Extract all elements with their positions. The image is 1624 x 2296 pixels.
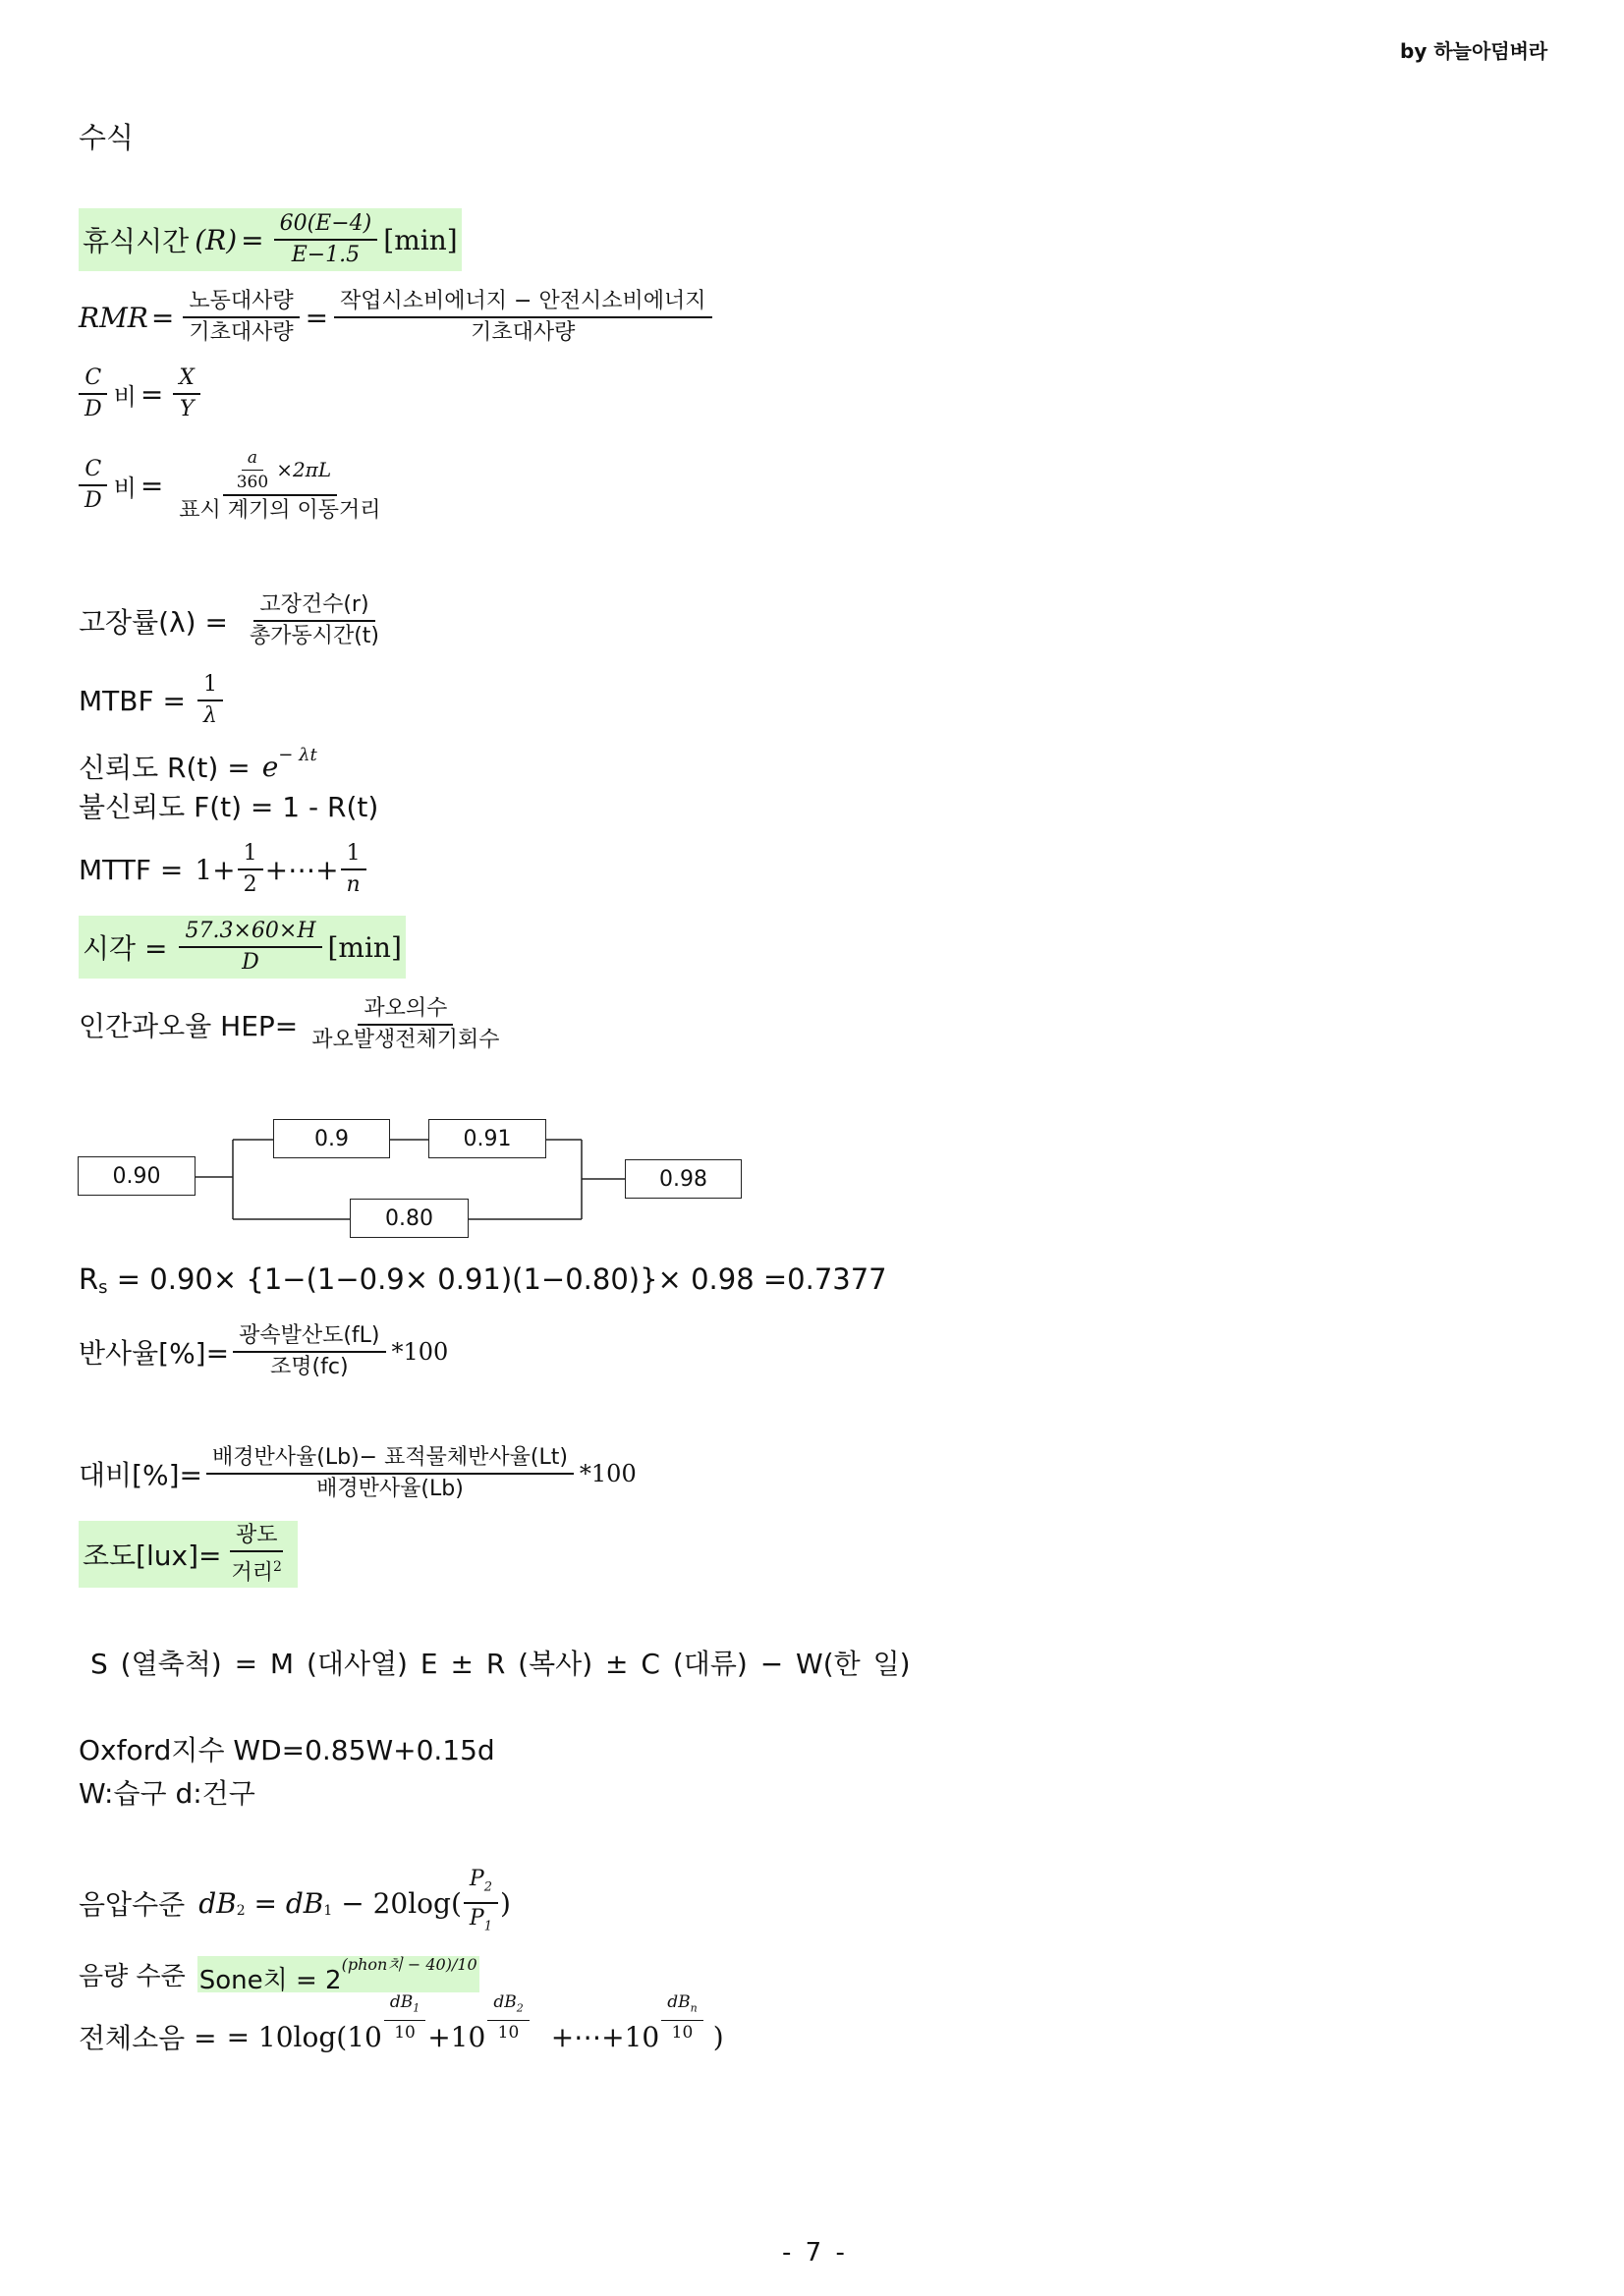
noise-exp-2	[487, 1992, 529, 2043]
loudness-base: Sone치 = 2	[198, 1965, 342, 1995]
reflectance-tail: *100	[391, 1338, 449, 1366]
rest-fraction	[274, 211, 378, 268]
formula-rmr	[79, 283, 718, 352]
rmr-f1-den: 기초대사량	[189, 320, 294, 345]
formula-oxford: Oxford지수 WD=0.85W+0.15d	[79, 1734, 495, 1766]
spl-p-den: P	[469, 1906, 484, 1931]
cd2-inner-rest: ×2πL	[276, 458, 332, 481]
cd2-den: D	[84, 488, 102, 513]
rmr-f2-den: 기초대사량	[471, 320, 576, 345]
mttf-half-fraction	[238, 841, 263, 898]
rest-unit: [min]	[383, 223, 458, 256]
cd2-main-den: 표시 계기의 이동거리	[179, 497, 381, 523]
reflectance-fraction	[233, 1323, 385, 1380]
equals-sign: =	[140, 469, 164, 502]
noise-exp-n-num	[661, 1992, 702, 2021]
formula-illuminance	[79, 1521, 298, 1588]
spl-label: 음압수준	[79, 1888, 186, 1921]
hep-num: 과오의수	[358, 996, 453, 1026]
noise-t2: +⋯+10	[550, 2020, 660, 2053]
cd2-word: 비	[113, 474, 137, 502]
mttf-half-num: 1	[238, 841, 263, 870]
reliability-label: 신뢰도 R(t) =	[79, 752, 251, 784]
formula-spl	[79, 1863, 511, 1943]
mtbf-den: λ	[202, 703, 217, 728]
loudness-exp: (phon치 − 40)/10	[341, 1954, 477, 1974]
noise-e2-sub: 2	[516, 2001, 524, 2015]
noise-en-sub: n	[690, 2001, 698, 2015]
block-lower: 0.80	[350, 1199, 469, 1238]
noise-exp-n	[661, 1992, 702, 2043]
noise-t1: +10	[427, 2020, 486, 2053]
rest-var: (R)	[195, 223, 238, 256]
reflectance-den: 조명(fc)	[270, 1355, 349, 1379]
formula-visual-angle	[79, 916, 406, 979]
cd1-word: 비	[113, 382, 137, 411]
spl-close: )	[499, 1886, 511, 1920]
block-first: 0.90	[78, 1156, 196, 1196]
contrast-fraction	[206, 1445, 574, 1502]
angle-fraction	[179, 919, 321, 976]
formula-rest-time	[79, 208, 462, 271]
contrast-label: 대비[%]=	[79, 1459, 203, 1491]
rest-label: 휴식시간	[83, 225, 190, 257]
angle-label: 시각 =	[83, 932, 168, 965]
section-title: 수식	[79, 121, 135, 154]
illuminance-den-exp: 2	[273, 1558, 282, 1575]
formula-failure-rate	[79, 586, 391, 656]
cd2-main-fraction	[173, 448, 386, 524]
loudness-highlight	[197, 1954, 479, 1995]
spl-tail: − 20log(	[332, 1886, 462, 1920]
noise-exp-n-den: 10	[671, 2023, 694, 2044]
formula-loudness	[79, 1954, 479, 1995]
rmr-fraction-2	[334, 289, 711, 346]
reliability-exp: − λt	[278, 744, 317, 765]
spl-frac-num	[464, 1867, 498, 1904]
mttf-n-den: n	[346, 872, 361, 897]
result-rhs: = 0.90× {1−(1−0.9× 0.91)(1−0.80)}× 0.98 =0.7377	[107, 1262, 887, 1296]
failure-label: 고장률(λ) =	[79, 606, 228, 639]
hep-fraction	[306, 996, 505, 1053]
formula-contrast	[79, 1438, 637, 1509]
formula-cd-ratio-2	[79, 438, 393, 532]
mtbf-label: MTBF =	[79, 684, 186, 717]
noise-exp-1-num	[384, 1992, 425, 2021]
failure-num: 고장건수(r)	[253, 592, 374, 622]
result-sub: s	[98, 1276, 108, 1298]
mttf-label: MTTF =	[79, 853, 184, 886]
block-last: 0.98	[625, 1159, 742, 1199]
reflectance-label: 반사율[%]=	[79, 1337, 230, 1370]
block-upper-left: 0.9	[273, 1119, 390, 1158]
cd2-inner-num: a	[242, 448, 263, 471]
noise-exp-1-den: 10	[394, 2023, 416, 2044]
noise-exp-2-num	[487, 1992, 529, 2021]
failure-fraction	[244, 592, 385, 649]
hep-label: 인간과오율 HEP=	[79, 1010, 299, 1042]
mttf-mid: +⋯+	[264, 853, 339, 886]
cd1-den: D	[84, 397, 102, 421]
cd2-num: C	[79, 457, 107, 486]
formula-cd-ratio-1	[79, 362, 206, 426]
spl-frac-den	[464, 1904, 498, 1939]
header-author: by 하늘아덤벼라	[1400, 39, 1548, 63]
mttf-half-den: 2	[243, 872, 257, 897]
cd2-inner-fraction	[231, 448, 274, 492]
mttf-lead: 1+	[195, 853, 236, 886]
spl-p-den-sub: 1	[483, 1919, 492, 1934]
rmr-fraction-1	[183, 289, 299, 346]
contrast-den: 배경반사율(Lb)	[316, 1477, 464, 1501]
rmr-f2-num: 작업시소비에너지 − 안전시소비에너지	[334, 289, 711, 318]
result-lhs: R	[79, 1262, 99, 1296]
rmr-f1-num: 노동대사량	[183, 289, 299, 318]
equals-sign: =	[140, 377, 164, 411]
rest-num: 60(E−4)	[274, 211, 378, 241]
reflectance-num: 광속발산도(fL)	[233, 1323, 385, 1353]
spl-lhs: dB	[198, 1886, 237, 1920]
formula-mtbf	[79, 668, 229, 733]
equals-sign: =	[241, 223, 264, 256]
cd2-main-num	[223, 448, 337, 496]
illuminance-den-wrap	[226, 1552, 288, 1586]
mttf-n-num: 1	[341, 841, 366, 870]
cd1-rhs-den: Y	[179, 397, 195, 421]
spl-p-num-sub: 2	[483, 1879, 492, 1894]
noise-en-num: dB	[667, 1992, 691, 2012]
spl-mid-sub: 1	[323, 1903, 333, 1919]
noise-lead: = 10log(10	[226, 2020, 382, 2053]
formula-reflectance	[79, 1316, 448, 1387]
cd2-inner-den: 360	[236, 472, 269, 492]
formula-heat-balance: S (열축척) = M (대사열) E ± R (복사) ± C (대류) − W(한 일)	[90, 1648, 911, 1680]
illuminance-label: 조도[lux]=	[83, 1540, 222, 1572]
spl-mid: = dB	[245, 1886, 324, 1920]
noise-e1-sub: 1	[413, 2001, 420, 2015]
formula-reliability	[79, 744, 317, 786]
contrast-tail: *100	[579, 1460, 637, 1487]
page-number: - 7 -	[782, 2238, 845, 2268]
equals-sign: =	[150, 301, 175, 334]
mtbf-num: 1	[197, 672, 223, 701]
illuminance-fraction	[226, 1523, 288, 1586]
loudness-label: 음량 수준	[79, 1961, 186, 1991]
cd1-rhs-num: X	[173, 365, 200, 395]
illuminance-num: 광도	[230, 1523, 284, 1552]
angle-unit: [min]	[327, 930, 402, 964]
rmr-lhs: RMR	[79, 301, 148, 334]
cd2-fraction	[79, 457, 108, 514]
angle-den: D	[242, 950, 259, 975]
mtbf-fraction	[197, 672, 223, 729]
spl-fraction	[464, 1867, 498, 1940]
formula-mttf	[79, 835, 368, 904]
spl-p-num: P	[469, 1866, 484, 1891]
illuminance-den: 거리	[231, 1560, 274, 1586]
formula-unreliability: 불신뢰도 F(t) = 1 - R(t)	[79, 791, 379, 823]
failure-den: 총가동시간(t)	[249, 624, 379, 648]
formula-oxford-legend: W:습구 d:건구	[79, 1777, 255, 1810]
angle-num: 57.3×60×H	[179, 919, 321, 948]
noise-exp-2-den: 10	[497, 2023, 520, 2044]
reliability-result	[79, 1258, 887, 1301]
noise-e1-num: dB	[389, 1992, 414, 2012]
noise-label: 전체소음 =	[79, 2022, 217, 2054]
contrast-num: 배경반사율(Lb)− 표적물체반사율(Lt)	[206, 1445, 574, 1475]
hep-den: 과오발생전체기회수	[311, 1028, 500, 1052]
equals-sign: =	[305, 301, 329, 334]
cd1-num: C	[79, 365, 107, 395]
cd1-rhs-fraction	[173, 365, 200, 422]
spl-lhs-sub: 2	[236, 1903, 246, 1919]
formula-hep	[79, 990, 512, 1059]
formula-total-noise	[79, 1992, 724, 2081]
mttf-n-fraction	[341, 841, 366, 898]
noise-exp-1	[384, 1992, 425, 2043]
rest-den: E−1.5	[291, 243, 361, 267]
noise-close: )	[712, 2020, 724, 2053]
reliability-base: e	[261, 750, 279, 783]
noise-e2-num: dB	[493, 1992, 517, 2012]
cd1-fraction	[79, 365, 108, 422]
block-upper-right: 0.91	[428, 1119, 546, 1158]
